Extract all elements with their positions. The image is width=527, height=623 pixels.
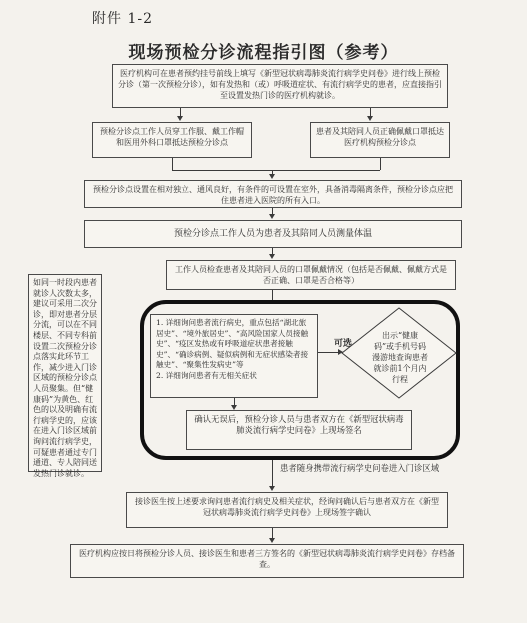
arrow-down-icon [269, 254, 275, 259]
flow-step-patient-mask-text: 患者及其陪同人员正确佩戴口罩抵达医疗机构预检分诊点 [316, 127, 444, 147]
optional-label: 可选 [334, 339, 353, 349]
arrow-down-icon [269, 174, 275, 179]
flow-step-doctor-confirm-text: 接诊医生按上述要求询问患者流行病史及相关症状，经询问确认后与患者双方在《新型冠状病毒肺炎流行病学史问卷》上现场签字确认 [135, 497, 439, 517]
flow-step-online-triage-text: 医疗机构可在患者预约挂号前线上填写《新型冠状病毒肺炎流行病学史问卷》进行线上预检分诊（第一次预检分诊），如有发热和（或）呼吸道症状、有流行病学史的患者，应直接指引至设置发热门诊的医疗机构就诊。 [118, 69, 442, 100]
flow-step-triage-location [84, 180, 462, 208]
flow-note-carry-questionnaire: 患者随身携带流行病学史问卷进入门诊区域 [280, 463, 440, 473]
flow-step-epidemiology-inquiry-text: 1. 详细询问患者流行病史，重点包括“湖北旅居史”、“境外旅居史”、“高风险国家人员接触史”、“疫区发热或有呼吸道症状患者接触史”、“确诊病例、疑似病例和无症状感染者接触史”、“聚集性发病史”等 2. 详细询问患者有无相关症状 [156, 318, 309, 380]
connector [380, 158, 381, 170]
flow-step-patient-mask [310, 122, 450, 158]
side-note-secondary-triage [28, 274, 102, 478]
flow-step-staff-prep [92, 122, 252, 158]
flow-step-archive-text: 医疗机构应按日将预检分诊人员、接诊医生和患者三方签名的《新型冠状病毒肺炎流行病学史问卷》存档备查。 [79, 549, 455, 569]
arrow-down-icon [269, 214, 275, 219]
page-title: 现场预检分诊流程指引图（参考） [128, 43, 399, 63]
flow-step-mask-check-text: 工作人员检查患者及其陪同人员的口罩佩戴情况（包括是否佩戴、佩戴方式是否正确、口罩是否合格等） [175, 265, 447, 285]
arrow-down-icon [269, 486, 275, 491]
flow-step-temperature-text: 预检分诊点工作人员为患者及其陪同人员测量体温 [173, 229, 372, 239]
flow-step-triage-location-text: 预检分诊点设置在相对独立、通风良好，有条件的可设置在室外，具备消毒隔离条件，预检分诊点应把住患者进入医院的所有入口。 [93, 185, 453, 205]
flow-step-doctor-confirm [126, 492, 448, 528]
decision-diamond-text: 出示“健康码”或手机号码漫游地查询患者就诊前1个月内行程 [372, 331, 428, 384]
annex-label: 附件 1-2 [92, 11, 153, 27]
connector [318, 352, 340, 353]
arrow-down-icon [177, 116, 183, 121]
flow-step-archive [70, 544, 464, 578]
flow-step-questionnaire-sign-text: 确认无误后，预检分诊人员与患者双方在《新型冠状病毒肺炎流行病学史问卷》上现场签名 [194, 414, 404, 435]
arrow-down-icon [269, 538, 275, 543]
connector [272, 460, 273, 488]
flow-step-staff-prep-text: 预检分诊点工作人员穿工作服、戴工作帽和医用外科口罩抵达预检分诊点 [100, 127, 244, 147]
flow-step-online-triage [112, 64, 448, 108]
flow-step-mask-check [166, 260, 456, 290]
connector [172, 158, 173, 170]
flow-step-temperature [84, 220, 462, 248]
side-note-text: 如同一时段内患者就诊人次数太多，建议可采用二次分诊，即对患者分层分流，可以在不同楼层、不同专科前设置二次预检分诊点落实此环节工作，减少进入门诊区域的预检分诊点人员聚集。但“健康码”为黄色、红色的以及明确有流行病学史的，应该在进入门诊区域前询问流行病学史，可疑患者通过专门通道、专人陪同送发热门诊就诊。 [33, 278, 97, 478]
arrow-down-icon [367, 116, 373, 121]
flow-step-questionnaire-sign [186, 410, 412, 450]
flow-step-epidemiology-inquiry [150, 314, 318, 398]
connector [272, 290, 273, 300]
connector [172, 170, 380, 171]
